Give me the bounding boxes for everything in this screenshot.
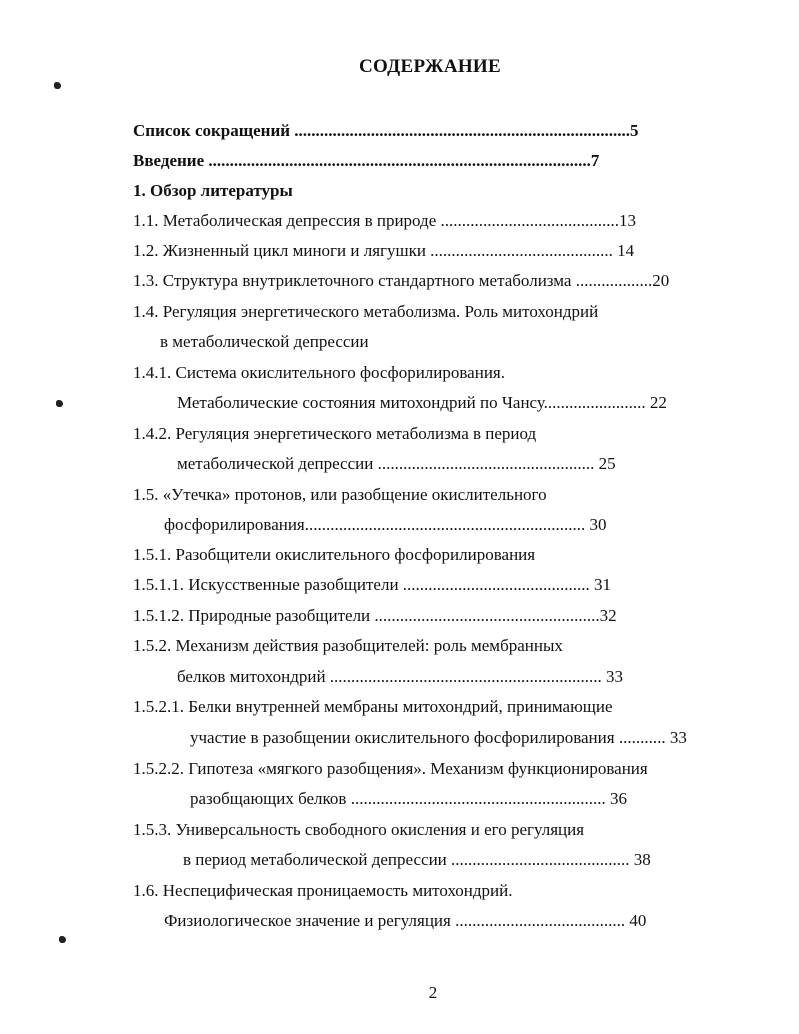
toc-entry-1-5-1-1: 1.5.1.1. Искусственные разобщители ............................................ 31 xyxy=(133,575,612,594)
toc-entry-1-4-cont: в метаболической депрессии xyxy=(160,332,369,351)
toc-entry-literature-review: 1. Обзор литературы xyxy=(133,181,293,200)
toc-entry-1-4: 1.4. Регуляция энергетического метаболизма. Роль митохондрий xyxy=(133,302,599,321)
toc-entry-1-5-1: 1.5.1. Разобщители окислительного фосфорилирования xyxy=(133,545,536,564)
page-title: СОДЕРЖАНИЕ xyxy=(359,56,501,77)
toc-entry-1-6-cont: Физиологическое значение и регуляция ........................................ 40 xyxy=(164,911,647,930)
toc-entry-1-1: 1.1. Метаболическая депрессия в природе ..........................................13 xyxy=(133,211,637,230)
toc-entry-1-5-cont: фосфорилирования.................................................................. 30 xyxy=(164,515,607,534)
toc-entry-1-4-1-cont: Метаболические состояния митохондрий по Чансу........................ 22 xyxy=(177,393,667,412)
scan-speck xyxy=(56,400,63,407)
scan-speck xyxy=(59,936,66,943)
toc-entry-abbreviations: Список сокращений ...............................................................................5 xyxy=(133,121,639,140)
toc-entry-1-5-3: 1.5.3. Универсальность свободного окисления и его регуляция xyxy=(133,820,585,839)
toc-entry-1-5-3-cont: в период метаболической депрессии .......................................... 38 xyxy=(183,850,651,869)
toc-entry-introduction: Введение ..........................................................................................7 xyxy=(133,151,600,170)
toc-entry-1-4-2: 1.4.2. Регуляция энергетического метаболизма в период xyxy=(133,424,537,443)
scan-speck xyxy=(54,82,61,89)
toc-entry-1-6: 1.6. Неспецифическая проницаемость митохондрий. xyxy=(133,881,513,900)
toc-entry-1-3: 1.3. Структура внутриклеточного стандартного метаболизма ..................20 xyxy=(133,271,670,290)
toc-entry-1-5-1-2: 1.5.1.2. Природные разобщители .....................................................32 xyxy=(133,606,617,625)
toc-entry-1-4-1: 1.4.1. Система окислительного фосфорилирования. xyxy=(133,363,505,382)
toc-entry-1-5-2-2-cont: разобщающих белков ............................................................ 36 xyxy=(190,789,627,808)
toc-entry-1-5-2-cont: белков митохондрий ................................................................ 33 xyxy=(177,667,624,686)
toc-entry-1-4-2-cont: метаболической депрессии ................................................... 25 xyxy=(177,454,616,473)
toc-entry-1-5-2: 1.5.2. Механизм действия разобщителей: роль мембранных xyxy=(133,636,563,655)
toc-entry-1-5-2-1: 1.5.2.1. Белки внутренней мембраны митохондрий, принимающие xyxy=(133,697,613,716)
page-number: 2 xyxy=(428,983,438,1002)
toc-entry-1-5: 1.5. «Утечка» протонов, или разобщение окислительного xyxy=(133,485,547,504)
toc-entry-1-5-2-2: 1.5.2.2. Гипотеза «мягкого разобщения». Механизм функционирования xyxy=(133,759,648,778)
toc-entry-1-5-2-1-cont: участие в разобщении окислительного фосфорилирования ........... 33 xyxy=(190,728,687,747)
toc-entry-1-2: 1.2. Жизненный цикл миноги и лягушки ........................................... 14 xyxy=(133,241,635,260)
